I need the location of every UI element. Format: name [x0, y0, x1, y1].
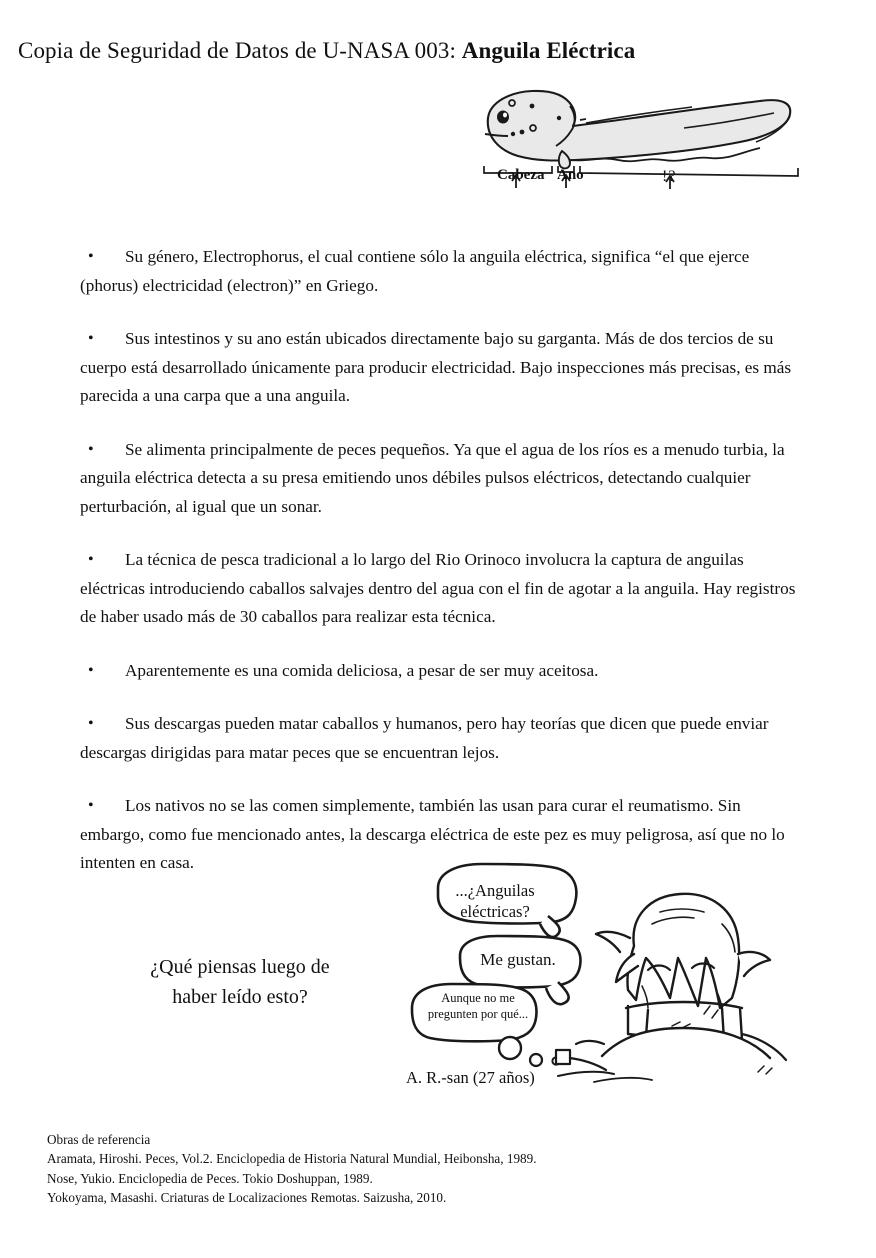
list-item: [80, 436, 796, 522]
reference-entry: Nose, Yukio. Enciclopedia de Peces. Tokio Doshuppan, 1989.: [47, 1170, 373, 1186]
list-item: [80, 710, 796, 767]
bullet-marker: •: [88, 797, 94, 814]
list-item-text: Los nativos no se las comen simplemente, también las usan para curar el reumatismo. Sin embargo, como fue mencionado antes, la descarga eléctrica de este pez es muy peligrosa, así que no lo intenten en casa.: [80, 796, 785, 872]
list-item-text: Se alimenta principalmente de peces pequeños. Ya que el agua de los ríos es a menudo turbia, la anguila eléctrica detecta a su presa emitiendo unos débiles pulsos eléctricos, detectando cualquier perturbación, al igual que un sonar.: [80, 439, 785, 516]
list-item: [80, 243, 796, 300]
list-item: [80, 325, 796, 411]
bullet-marker: •: [88, 551, 94, 568]
eel-label-anus: Ano: [557, 167, 584, 183]
eel-label-mystery: !?: [662, 168, 677, 185]
page-title-subject: Anguila Eléctrica: [461, 38, 636, 63]
thought-bubble-3-text: Aunque no me pregunten por qué...: [427, 991, 529, 1021]
bullet-marker: •: [88, 330, 94, 347]
fact-list: [80, 243, 796, 903]
bullet-marker: •: [88, 661, 94, 679]
character-illustration: [556, 894, 786, 1082]
bullet-marker: •: [88, 440, 94, 458]
closing-question: [110, 952, 370, 1012]
eel-body-shape: [488, 91, 790, 161]
references-heading: Obras de referencia: [47, 1132, 151, 1147]
list-item-text: La técnica de pesca tradicional a lo largo del Rio Orinoco involucra la captura de anguilas eléctricas introduciendo caballos salvajes dentro del agua con el fin de agotar a la anguila. Hay registros de haber usado más de 30 caballos para realizar esta técnica.: [80, 550, 796, 626]
list-item: [80, 546, 796, 632]
list-item-text: Aparentemente es una comida deliciosa, a pesar de ser muy aceitosa.: [125, 660, 599, 680]
speech-bubble-1-text: ...¿Anguilas eléctricas?: [455, 881, 535, 921]
list-item-text: Sus intestinos y su ano están ubicados directamente bajo su garganta. Más de dos tercios de su cuerpo está desarrollado únicamente para producir electricidad. Bajo inspecciones más precisas, es más parecida a una carpa que a una anguila.: [80, 329, 792, 405]
bullet-marker: •: [88, 248, 94, 265]
eel-label-head: Cabeza: [497, 167, 545, 183]
page-title-prefix: Copia de Seguridad de Datos de U-NASA 003:: [18, 38, 462, 63]
reference-entry: Yokoyama, Masashi. Criaturas de Localizaciones Remotas. Saizusha, 2010.: [47, 1190, 447, 1206]
list-item: [80, 657, 796, 686]
page-title: [18, 36, 635, 66]
speech-bubble-2-text: Me gustan.: [480, 950, 556, 969]
list-item-text: Su género, Electrophorus, el cual contiene sólo la anguila eléctrica, significa “el que ejerce (phorus) electricidad (electron)” en Griego.: [80, 247, 750, 295]
references-section: [47, 1130, 537, 1208]
reference-entry: Aramata, Hiroshi. Peces, Vol.2. Enciclopedia de Historia Natural Mundial, Heibonsha, 1989.: [47, 1151, 537, 1167]
bullet-marker: •: [88, 715, 94, 732]
list-item-text: Sus descargas pueden matar caballos y humanos, pero hay teorías que dicen que puede enviar descargas dirigidas para matar peces que se encuentran lejos.: [80, 714, 769, 762]
closing-question-line2: haber leído esto?: [172, 986, 308, 1008]
closing-question-line1: ¿Qué piensas luego de: [150, 956, 330, 978]
testimonial-caption: A. R.-san (27 años): [406, 1068, 535, 1087]
